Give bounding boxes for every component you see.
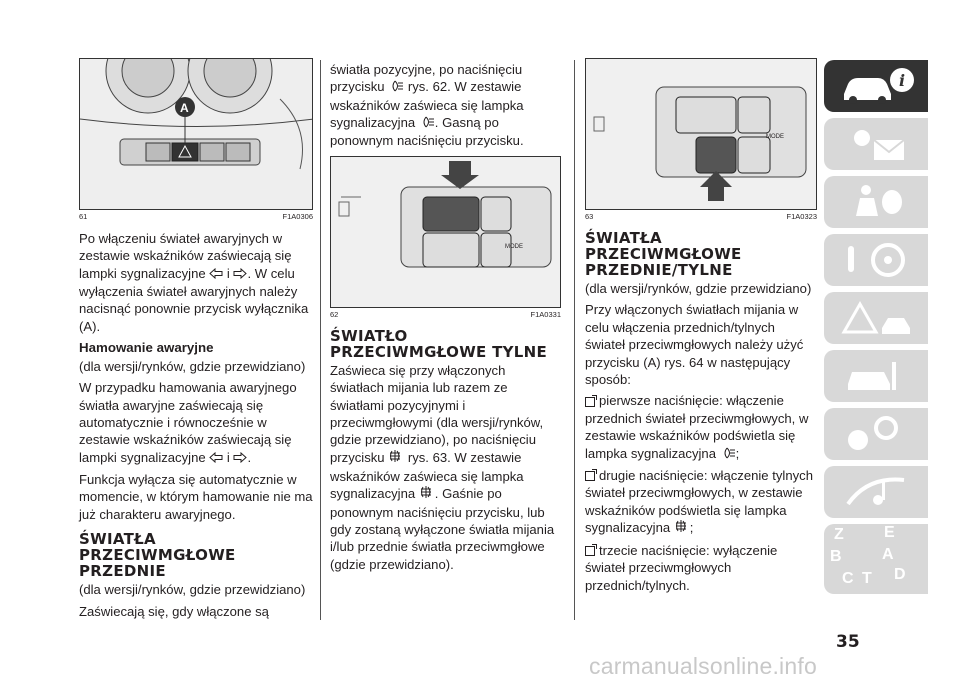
column-1 [79, 58, 313, 624]
page-number: 35 [836, 632, 860, 652]
tab-technical-data[interactable] [824, 408, 928, 460]
left-turn-arrow-icon [209, 266, 223, 283]
paragraph-front-fog: światła pozycyjne, po naciśnięciu przycisku rys. 62. W zestawie wskaźników zaświeca się lampka sygnalizacyjna . Gasną po ponownym naciśnięciu przycisku. [330, 62, 524, 149]
figure-61-number: 61 [79, 212, 88, 221]
front-fog-light-icon [419, 115, 435, 132]
warning-triangle-icon [838, 298, 918, 338]
index-letter-d: D [894, 566, 906, 583]
index-letter-b: B [830, 548, 842, 565]
figure-63-caption [585, 212, 817, 222]
steering-wheel-key-icon [838, 240, 918, 280]
right-turn-arrow-icon [233, 266, 247, 283]
index-letter-z: Z [834, 526, 844, 543]
paragraph-rear-fog: Zaświeca się przy włączonych światłach mijania lub razem ze światłami pozycyjnymi i przeciwmgłowymi (dla wersji/rynków, gdzie przewidziano), po naciśnięciu przycisku rys. 63. W zestawie wskaźników zaświeca się lampka sygnalizacyjna . Gaśnie po ponownym naciśnięciu przycisku, lub gdy zostaną wyłączone światła mijania i/lub przednie światła przeciwmgłowe (gdzie przewidziano). [330, 362, 555, 572]
tab-index[interactable] [824, 524, 928, 594]
index-letter-c: C [842, 570, 854, 587]
front-fog-light-icon [720, 446, 736, 463]
bullet-icon [585, 471, 595, 481]
mode-label-63: MODE [766, 134, 784, 140]
svg-text:i: i [899, 71, 906, 90]
tab-maintenance[interactable] [824, 350, 928, 402]
column-divider [320, 60, 321, 620]
column-2 [330, 61, 561, 577]
airbag-icon [838, 182, 918, 222]
rear-fog-light-icon [388, 449, 404, 467]
heading-rear-fog-light: ŚWIATŁO PRZECIWMGŁOWE TYLNE [330, 326, 548, 361]
technical-data-icon [838, 414, 918, 454]
figure-62-number: 62 [330, 309, 339, 319]
tab-multimedia[interactable] [824, 466, 928, 518]
paragraph-front-fog-intro: Zaświecają się, gdy włączone są [79, 603, 269, 619]
right-turn-arrow-icon [233, 450, 247, 467]
paragraph-auto-off: Funkcja wyłącza się automatycznie w momencie, w którym hamowanie nie ma już charakteru awaryjnego. [79, 471, 313, 522]
hazard-switch-illustration [80, 59, 313, 209]
paragraph-hazard-on: Po włączeniu świateł awaryjnych w zestawie wskaźników zaświecają się lampki sygnalizacyjne i . W celu wyłączenia świateł awaryjnych należy nacisnąć ponownie przycisk wyłącznika (A). [79, 231, 309, 334]
heading-front-rear-fog-lights: ŚWIATŁA PRZECIWMGŁOWE PRZEDNIE/TYLNE [585, 229, 742, 279]
paragraph-fog-usage: Przy włączonych światłach mijania w celu włączenia przednich/tylnych świateł przeciwmgłowych należy użyć przycisku (A) rys. 64 w następujący sposób: [585, 302, 804, 388]
column-3 [585, 58, 817, 598]
heading-emergency-braking: Hamowanie awaryjne [79, 340, 214, 356]
paragraph-versions-2: (dla wersji/rynków, gdzie przewidziano) [79, 582, 306, 598]
paragraph-versions-3: (dla wersji/rynków, gdzie przewidziano) [585, 281, 812, 296]
index-letter-e: E [884, 524, 895, 541]
figure-62-code: F1A0331 [530, 309, 561, 319]
warning-light-envelope-icon [838, 124, 918, 164]
figure-63-code: F1A0323 [786, 212, 817, 221]
column-divider [574, 60, 575, 620]
left-turn-arrow-icon [209, 450, 223, 467]
watermark: carmanualsonline.info [589, 653, 817, 679]
figure-62-caption [330, 310, 561, 320]
figure-63 [585, 58, 817, 210]
bullet-third-press: trzecie naciśnięcie: wyłączenie świateł przeciwmgłowych przednich/tylnych. [585, 542, 778, 593]
index-letter-a: A [882, 546, 894, 563]
front-fog-light-icon [388, 79, 404, 96]
music-note-icon [838, 472, 918, 512]
heading-front-fog-lights: ŚWIATŁA PRZECIWMGŁOWE PRZEDNIE [79, 530, 236, 581]
tab-emergency[interactable] [824, 292, 928, 344]
chapter-tabs [824, 60, 928, 600]
bullet-icon [585, 546, 595, 556]
figure-61 [79, 58, 313, 210]
index-letter-t: T [862, 570, 872, 587]
tab-car-info[interactable] [824, 60, 928, 112]
car-service-icon [838, 356, 918, 396]
figure-61-callout-A: A [180, 101, 189, 115]
bullet-icon [585, 397, 595, 407]
paragraph-versions: (dla wersji/rynków, gdzie przewidziano) [79, 358, 306, 374]
rear-fog-light-icon [419, 485, 435, 503]
figure-61-code: F1A0306 [282, 212, 313, 221]
paragraph-emergency-braking: W przypadku hamowania awaryjnego światła awaryjne zaświecają się automatycznie i równocześnie w zestawie wskaźników zaświecają się lampki sygnalizacyjne i . [79, 379, 313, 467]
car-info-icon [838, 66, 918, 106]
tab-starting-driving[interactable] [824, 234, 928, 286]
figure-63-number: 63 [585, 212, 594, 221]
bullet-second-press: drugie naciśnięcie: włączenie tylnych świateł przeciwmgłowych, w zestawie wskaźników podświetla się lampka sygnalizacyjna ; [585, 467, 817, 538]
fog-switch-illustration-62 [331, 157, 561, 307]
figure-62 [330, 156, 561, 308]
figure-61-caption [79, 212, 313, 222]
rear-fog-light-icon [674, 519, 690, 537]
mode-label-62: MODE [505, 243, 523, 250]
tab-safety[interactable] [824, 176, 928, 228]
bullet-first-press: pierwsze naciśnięcie: włączenie przednich świateł przeciwmgłowych, w zestawie wskaźników podświetla się lampka sygnalizacyjna ; [585, 392, 817, 462]
tab-lights-warnings[interactable] [824, 118, 928, 170]
